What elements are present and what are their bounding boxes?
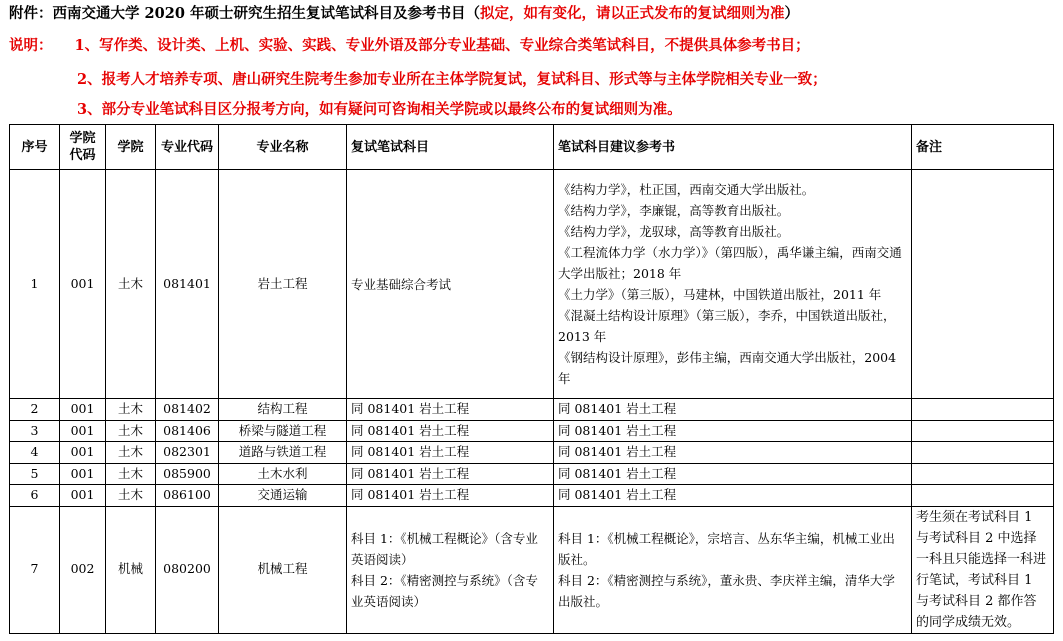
cell-books-line: 《钢结构设计原理》，彭伟主编，西南交通大学出版社，2004 年 xyxy=(558,350,897,386)
note-text-1: 1、写作类、设计类、上机、实验、实践、专业外语及部分专业基础、专业综合类笔试科目，不提供具体参考书目； xyxy=(74,37,810,54)
cell-college-code: 001 xyxy=(60,420,106,442)
cell-college: 机械 xyxy=(106,506,156,633)
col-header-subject: 复试笔试科目 xyxy=(347,125,554,170)
cell-remark xyxy=(912,442,1054,464)
cell-major-code: 081401 xyxy=(156,170,219,399)
table-row xyxy=(10,506,1054,633)
cell-college: 土木 xyxy=(106,420,156,442)
table-row xyxy=(10,463,1054,485)
subjects-table xyxy=(9,124,1054,634)
cell-books-line: 《结构力学》，杜正国，西南交通大学出版社。 xyxy=(558,182,815,197)
table-row xyxy=(10,442,1054,464)
cell-no: 3 xyxy=(10,420,60,442)
cell-books-line: 科目 2：《精密测控与系统》，董永贵、李庆祥主编，清华大学出版社。 xyxy=(558,572,895,609)
cell-major-code: 081402 xyxy=(156,399,219,421)
title-close: ） xyxy=(784,5,799,22)
col-header-college-code: 学院代码 xyxy=(60,125,106,170)
cell-books xyxy=(554,399,912,421)
note-1 xyxy=(9,36,810,56)
cell-books-line: 科目 1：《机械工程概论》，宗培言、丛东华主编，机械工业出版社。 xyxy=(558,530,895,567)
cell-major-code: 081406 xyxy=(156,420,219,442)
cell-subject xyxy=(347,170,554,399)
cell-no: 5 xyxy=(10,463,60,485)
cell-subject xyxy=(347,399,554,421)
cell-remark: 考生须在考试科目 1 与考试科目 2 中选择一科且只能选择一科进行笔试，考试科目 1 与考试科目 2 都作答的同学成绩无效。 xyxy=(912,506,1054,633)
col-header-no: 序号 xyxy=(10,125,60,170)
table-row xyxy=(10,399,1054,421)
cell-college-code: 001 xyxy=(60,170,106,399)
col-header-remark: 备注 xyxy=(912,125,1054,170)
cell-books-line: 同 081401 岩土工程 xyxy=(558,487,677,502)
cell-subject-line: 同 081401 岩土工程 xyxy=(351,422,470,438)
note-prefix: 说明： xyxy=(9,37,53,54)
cell-remark xyxy=(912,420,1054,442)
cell-remark xyxy=(912,170,1054,399)
cell-major-code: 080200 xyxy=(156,506,219,633)
cell-books-line: 《混凝土结构设计原理》（第三版），李乔，中国铁道出版社，2013 年 xyxy=(558,308,896,344)
col-header-books: 笔试科目建议参考书 xyxy=(554,125,912,170)
cell-subject-line: 专业基础综合考试 xyxy=(351,276,452,292)
cell-books-line: 《工程流体力学（水力学）》（第四版），禹华谦主编，西南交通大学出版社；2018 年 xyxy=(558,245,902,281)
cell-no: 7 xyxy=(10,506,60,633)
table-header-row xyxy=(10,125,1054,170)
cell-books-line: 同 081401 岩土工程 xyxy=(558,444,677,459)
cell-college-code: 002 xyxy=(60,506,106,633)
cell-college: 土木 xyxy=(106,442,156,464)
cell-no: 2 xyxy=(10,399,60,421)
cell-books-line: 《结构力学》，李廉锟，高等教育出版社。 xyxy=(558,203,790,218)
cell-subject-line: 同 081401 岩土工程 xyxy=(351,487,470,502)
cell-college-code: 001 xyxy=(60,442,106,464)
cell-college-code: 001 xyxy=(60,463,106,485)
cell-major: 机械工程 xyxy=(219,506,347,633)
cell-subject-line: 同 081401 岩土工程 xyxy=(351,444,470,459)
table-row xyxy=(10,485,1054,507)
cell-major: 结构工程 xyxy=(219,399,347,421)
cell-major-code: 086100 xyxy=(156,485,219,507)
col-header-college: 学院 xyxy=(106,125,156,170)
cell-remark xyxy=(912,485,1054,507)
cell-major-code: 085900 xyxy=(156,463,219,485)
cell-subject xyxy=(347,506,554,633)
cell-no: 1 xyxy=(10,170,60,399)
cell-college: 土木 xyxy=(106,485,156,507)
title-main: 附件：西南交通大学 2020 年硕士研究生招生复试笔试科目及参考书目（ xyxy=(9,5,480,22)
cell-subject xyxy=(347,463,554,485)
cell-subject-line: 同 081401 岩土工程 xyxy=(351,465,470,481)
cell-books xyxy=(554,442,912,464)
table-row xyxy=(10,420,1054,442)
cell-books-line: 《结构力学》，龙驭球，高等教育出版社。 xyxy=(558,224,790,239)
cell-books xyxy=(554,170,912,399)
cell-books-line: 同 081401 岩土工程 xyxy=(558,422,677,438)
cell-books xyxy=(554,485,912,507)
cell-books-line: 《土力学》（第三版），马建林，中国铁道出版社，2011 年 xyxy=(558,287,882,302)
cell-books xyxy=(554,506,912,633)
note-3: 3、部分专业笔试科目区分报考方向，如有疑问可咨询相关学院或以最终公布的复试细则为准。 xyxy=(77,101,682,118)
col-header-major-code: 专业代码 xyxy=(156,125,219,170)
cell-subject xyxy=(347,442,554,464)
cell-books-line: 同 081401 岩土工程 xyxy=(558,465,677,481)
cell-subject-line: 同 081401 岩土工程 xyxy=(351,401,470,416)
cell-books xyxy=(554,463,912,485)
cell-major: 道路与铁道工程 xyxy=(219,442,347,464)
cell-subject-line: 科目 1：《机械工程概论》（含专业英语阅读） xyxy=(351,530,538,567)
cell-subject xyxy=(347,420,554,442)
table-row xyxy=(10,170,1054,399)
cell-college: 土木 xyxy=(106,463,156,485)
note-2: 2、报考人才培养专项、唐山研究生院考生参加专业所在主体学院复试，复试科目、形式等与主体学院相关专业一致； xyxy=(77,71,827,88)
cell-books xyxy=(554,420,912,442)
cell-major: 交通运输 xyxy=(219,485,347,507)
cell-major-code: 082301 xyxy=(156,442,219,464)
cell-subject xyxy=(347,485,554,507)
cell-college: 土木 xyxy=(106,399,156,421)
cell-no: 6 xyxy=(10,485,60,507)
cell-major: 岩土工程 xyxy=(219,170,347,399)
cell-major: 桥梁与隧道工程 xyxy=(219,420,347,442)
cell-major: 土木水利 xyxy=(219,463,347,485)
col-header-major: 专业名称 xyxy=(219,125,347,170)
title-disclaimer: 拟定，如有变化，请以正式发布的复试细则为准 xyxy=(479,5,785,22)
cell-college: 土木 xyxy=(106,170,156,399)
cell-books-line: 同 081401 岩土工程 xyxy=(558,401,677,416)
cell-college-code: 001 xyxy=(60,399,106,421)
document-title xyxy=(9,4,799,24)
cell-no: 4 xyxy=(10,442,60,464)
cell-college-code: 001 xyxy=(60,485,106,507)
cell-remark xyxy=(912,463,1054,485)
cell-subject-line: 科目 2：《精密测控与系统》（含专业英语阅读） xyxy=(351,572,538,609)
table-body xyxy=(10,170,1054,634)
cell-remark xyxy=(912,399,1054,421)
